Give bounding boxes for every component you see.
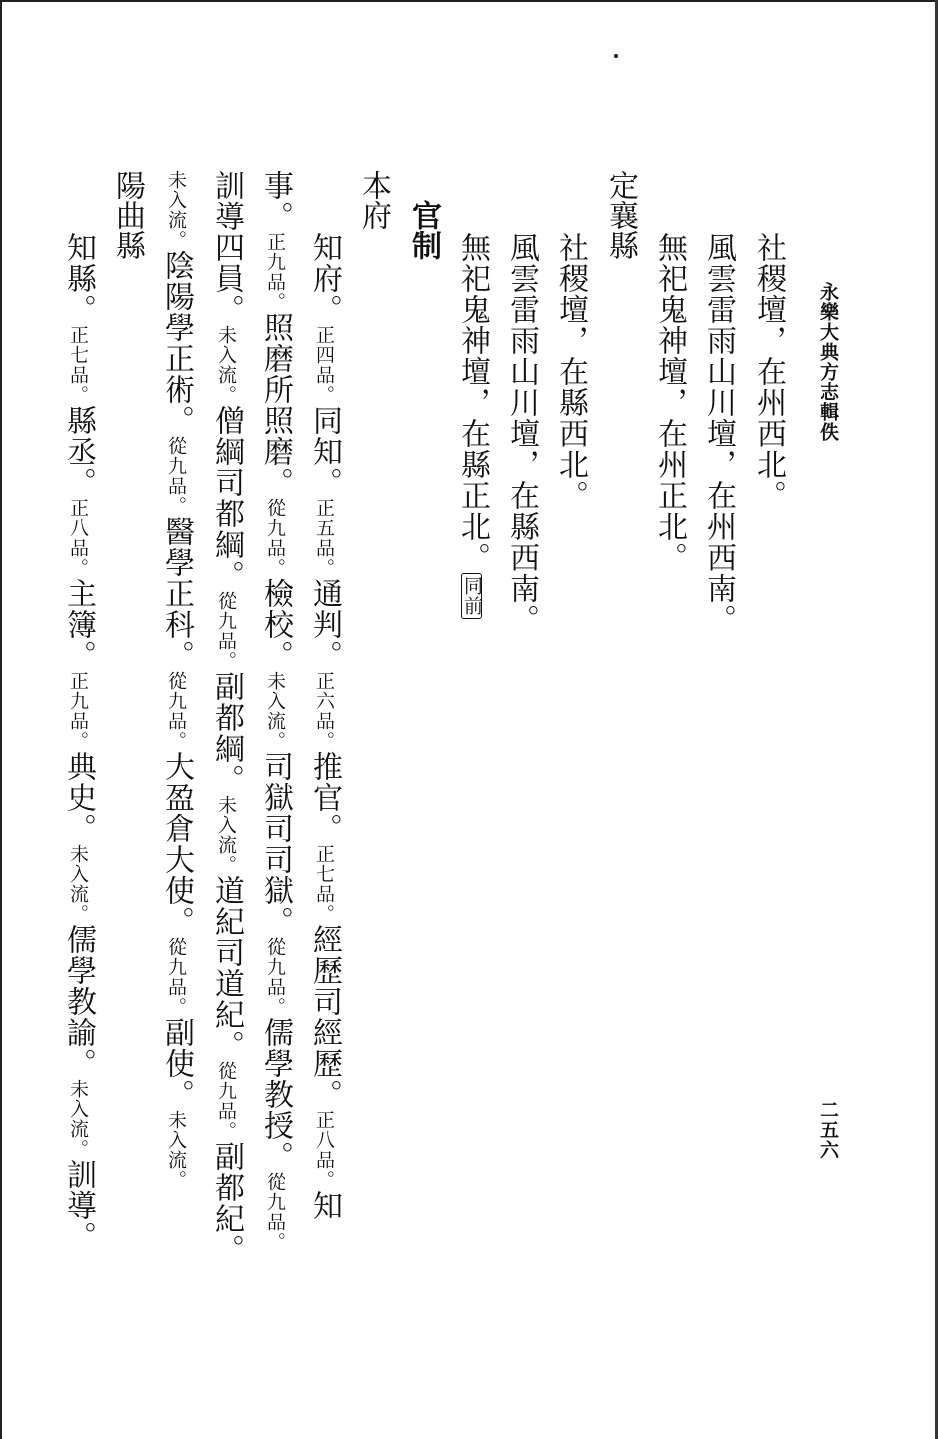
rank-note: 正四品。 <box>313 325 335 405</box>
office-title: 通判。 <box>307 578 342 671</box>
office-title: 知 <box>307 1190 342 1221</box>
office-title: 知縣。 <box>61 232 96 325</box>
county-heading-yangqu: 陽曲縣 <box>110 170 145 260</box>
subheading-prefecture: 本府 <box>356 170 391 230</box>
rank-note: 未入流。 <box>165 170 187 250</box>
text-column-13 <box>159 170 194 1190</box>
county-heading-dingxiang: 定襄縣 <box>603 170 638 260</box>
text-column-1: 社稷壇，在州西北。 <box>751 232 786 511</box>
office-title: 副使。 <box>159 1017 194 1110</box>
office-title: 司獄司司獄。 <box>258 751 293 937</box>
rank-note: 正八品。 <box>313 1110 335 1190</box>
rank-note: 從九品。 <box>215 591 237 671</box>
office-title: 縣丞。 <box>61 405 96 498</box>
rank-note: 未入流。 <box>215 325 237 405</box>
office-title: 儒學教諭。 <box>61 924 96 1079</box>
text-column-3: 無祀鬼神壇，在州正北。 <box>652 232 687 573</box>
office-title: 典史。 <box>61 751 96 844</box>
office-title: 知府。 <box>307 232 342 325</box>
rank-note: 從九品。 <box>264 937 286 1017</box>
scan-speck <box>614 54 618 58</box>
rank-note: 未入流。 <box>264 671 286 751</box>
office-title: 訓導四員。 <box>209 170 244 325</box>
rank-note: 從九品。 <box>215 1061 237 1141</box>
text-column-15 <box>61 232 96 1252</box>
office-title: 副都紀。 <box>209 1141 244 1265</box>
office-title: 檢校。 <box>258 578 293 671</box>
office-title: 僧綱司都綱。 <box>209 405 244 591</box>
text-column-11 <box>258 170 293 1252</box>
rank-note: 從九品。 <box>165 436 187 516</box>
office-title: 醫學正科。 <box>159 516 194 671</box>
scan-border-left <box>0 0 2 1439</box>
rank-note: 正五品。 <box>313 498 335 578</box>
office-title: 大盈倉大使。 <box>159 751 194 937</box>
text-column-10 <box>307 232 342 1221</box>
rank-note: 正九品。 <box>264 232 286 312</box>
office-title: 訓導。 <box>61 1159 96 1252</box>
rank-note: 正七品。 <box>67 325 89 405</box>
text-column-6: 風雲雷雨山川壇，在縣西南。 <box>504 232 539 635</box>
page-number: 二五六 <box>817 1100 839 1160</box>
rank-note: 未入流。 <box>215 795 237 875</box>
office-title: 同知。 <box>307 405 342 498</box>
rank-note: 未入流。 <box>165 1110 187 1190</box>
rank-note: 從九品。 <box>165 937 187 1017</box>
office-title: 照磨所照磨。 <box>258 312 293 498</box>
office-title: 副都綱。 <box>209 671 244 795</box>
office-title: 事。 <box>258 170 293 232</box>
rank-note: 從九品。 <box>264 1172 286 1252</box>
text-column-12 <box>209 170 244 1265</box>
rank-note: 正六品。 <box>313 671 335 751</box>
rank-note: 未入流。 <box>67 844 89 924</box>
scan-border-top <box>0 0 938 2</box>
text-column-7 <box>455 232 490 619</box>
rank-note: 正九品。 <box>67 671 89 751</box>
rank-note: 正八品。 <box>67 498 89 578</box>
rank-note: 正七品。 <box>313 844 335 924</box>
running-title: 永樂大典方志輯佚 <box>817 282 839 442</box>
text-column-2: 風雲雷雨山川壇，在州西南。 <box>701 232 736 635</box>
office-title: 道紀司道紀。 <box>209 875 244 1061</box>
text-column-5: 社稷壇，在縣西北。 <box>553 232 588 511</box>
office-title: 經歷司經歷。 <box>307 924 342 1110</box>
section-heading-official-system: 官制 <box>406 200 441 260</box>
source-note: 同前 <box>461 573 482 619</box>
rank-note: 從九品。 <box>165 671 187 751</box>
office-title: 陰陽學正術。 <box>159 250 194 436</box>
office-title: 推官。 <box>307 751 342 844</box>
text-column-7-main: 無祀鬼神壇，在縣正北。 <box>455 232 490 573</box>
rank-note: 未入流。 <box>67 1079 89 1159</box>
rank-note: 從九品。 <box>264 498 286 578</box>
office-title: 儒學教授。 <box>258 1017 293 1172</box>
office-title: 主簿。 <box>61 578 96 671</box>
